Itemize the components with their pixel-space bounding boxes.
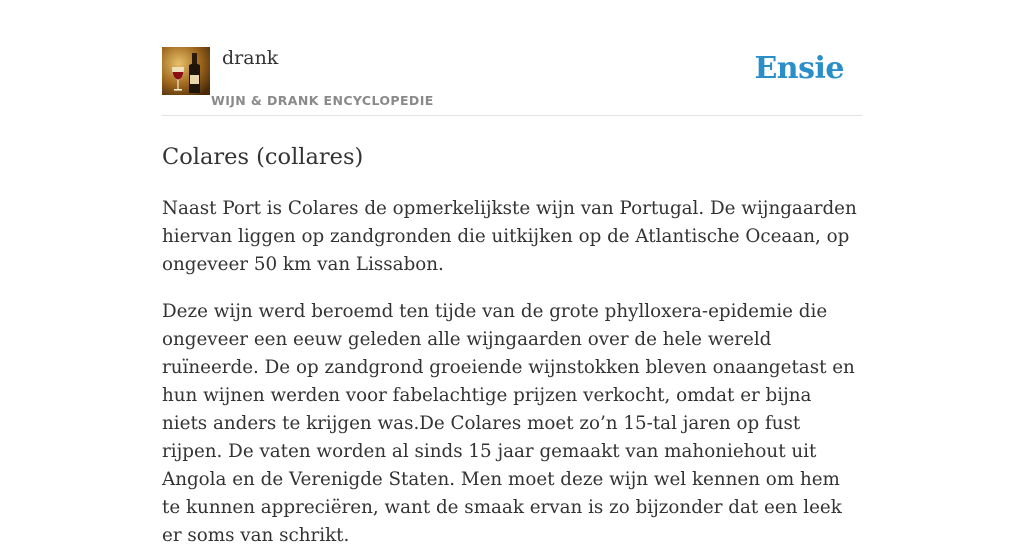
paragraph: Naast Port is Colares de opmerkelijkste wijn van Portugal. De wijngaarden hiervan liggen op zandgronden die uitkijken op de Atlantische Oceaan, op ongeveer 50 km van Lissabon. [162, 198, 857, 275]
article-body [162, 195, 862, 550]
paragraph: Deze wijn werd beroemd ten tijde van de grote phylloxera-epidemie die ongeveer een eeuw geleden alle wijngaarden over de hele wereld ruïneerde. De op zandgrond groeiende wijnstokken bleven onaangetast en hun wijnen werden voor fabelachtige prijzen verkocht, omdat er bijna niets anders te krijgen was.De Colares moet zo’n 15-tal jaren op fust rijpen. De vaten worden al sinds 15 jaar gemaakt van mahoniehout uit Angola en de Verenigde Staten. Men moet deze wijn wel kennen om hem te kunnen appreciëren, want de smaak ervan is zo bijzonder dat een leek er soms van schrikt. [162, 301, 855, 546]
page-header [162, 0, 862, 116]
article-title: Colares (collares) [162, 144, 364, 170]
wine-bottle-glass-icon[interactable] [162, 47, 210, 95]
site-subtitle: WIJN & DRANK ENCYCLOPEDIE [211, 93, 434, 108]
article-page [162, 0, 862, 546]
brand-logo[interactable]: Ensie [754, 51, 844, 86]
site-name[interactable]: drank [222, 47, 279, 69]
